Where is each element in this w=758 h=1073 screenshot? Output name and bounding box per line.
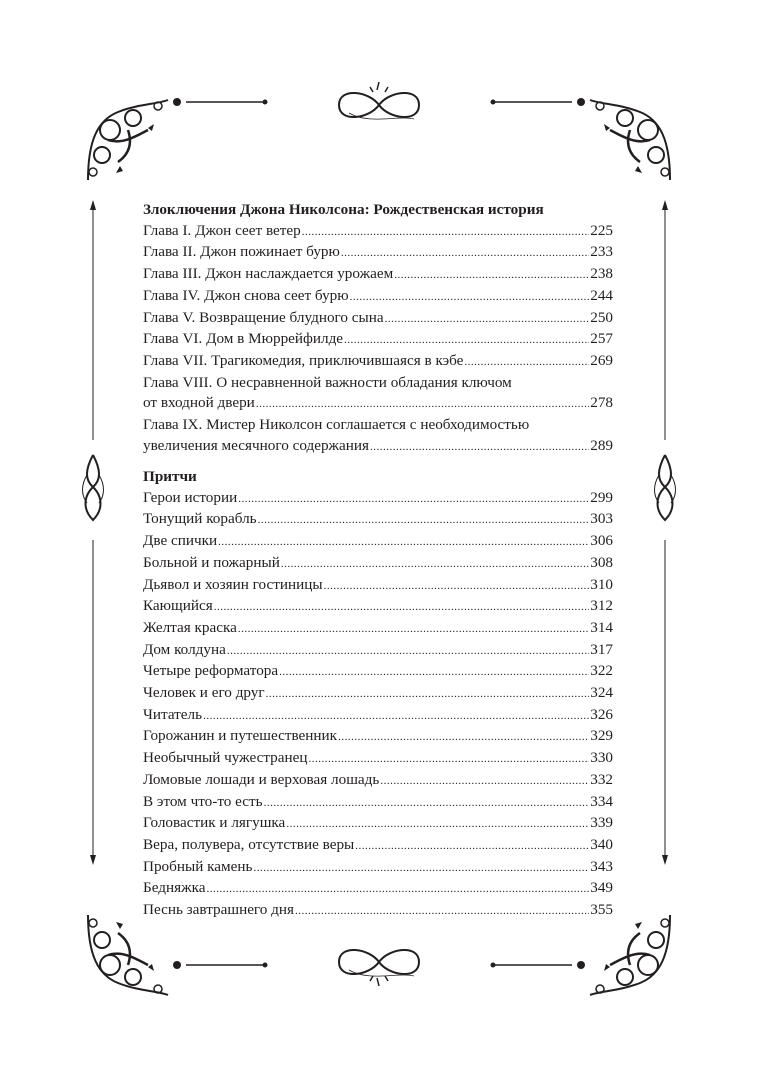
toc-entry[interactable] (143, 351, 613, 373)
toc-entry[interactable] (143, 415, 613, 457)
dot-leader (350, 286, 590, 308)
entry-title: Глава I. Джон сеет ветер (143, 221, 301, 239)
entry-title: Пробный камень (143, 857, 253, 875)
entry-page: 310 (590, 575, 613, 593)
entry-page: 257 (590, 330, 613, 348)
toc-entry[interactable] (143, 792, 613, 814)
dot-leader (286, 813, 589, 835)
dot-leader (464, 351, 589, 373)
entry-title: Ломовые лошади и верховая лошадь (143, 770, 380, 788)
entry-page: 326 (590, 705, 613, 723)
entry-page: 329 (590, 727, 613, 745)
entry-title-line1: Глава VIII. О несравненной важности обладания ключом (143, 373, 512, 391)
toc-entry[interactable] (143, 488, 613, 510)
entry-page: 299 (590, 488, 613, 506)
dot-leader (308, 748, 589, 770)
toc-entry[interactable] (143, 900, 613, 922)
entry-title: В этом что-то есть (143, 792, 263, 810)
entry-page: 332 (590, 770, 613, 788)
entry-title: Необычный чужестранец (143, 749, 308, 767)
entry-page: 343 (590, 857, 613, 875)
entry-title: Глава III. Джон наслаждается урожаем (143, 265, 394, 283)
toc-entry[interactable] (143, 531, 613, 553)
entry-title: Две спички (143, 532, 218, 550)
dot-leader (258, 509, 590, 531)
entry-page: 324 (590, 684, 613, 702)
toc-entry[interactable] (143, 553, 613, 575)
entry-title: Бедняжка (143, 879, 206, 897)
toc-entry[interactable] (143, 308, 613, 330)
dot-leader (238, 618, 589, 640)
entry-title: Головастик и лягушка (143, 814, 286, 832)
dot-leader (264, 792, 590, 814)
dot-leader (214, 596, 590, 618)
toc-entry[interactable] (143, 857, 613, 879)
entry-page: 317 (590, 640, 613, 658)
entry-page: 289 (590, 436, 613, 454)
entry-page: 322 (590, 662, 613, 680)
entry-title: Четыре реформатора (143, 662, 279, 680)
toc-entry[interactable] (143, 596, 613, 618)
toc-section-1 (143, 200, 613, 457)
entry-page: 312 (590, 597, 613, 615)
dot-leader (341, 242, 589, 264)
entry-title: увеличения месячного содержания (143, 436, 370, 454)
dot-leader (238, 488, 589, 510)
entry-title: Глава IV. Джон снова сеет бурю (143, 286, 349, 304)
entry-title-line1: Глава IX. Мистер Николсон соглашается с необходимостью (143, 416, 530, 434)
entry-page: 233 (590, 243, 613, 261)
entry-title: Горожанин и путешественник (143, 727, 338, 745)
entry-page: 334 (590, 792, 613, 810)
dot-leader (279, 661, 589, 683)
entry-title: Глава V. Возвращение блудного сына (143, 308, 384, 326)
toc-entry[interactable] (143, 661, 613, 683)
toc-entry[interactable] (143, 221, 613, 243)
dot-leader (394, 264, 589, 286)
dot-leader (266, 683, 590, 705)
dot-leader (218, 531, 589, 553)
dot-leader (302, 221, 589, 243)
dot-leader (324, 575, 590, 597)
entry-page: 308 (590, 553, 613, 571)
entry-title: Больной и пожарный (143, 553, 280, 571)
entry-page: 349 (590, 879, 613, 897)
entry-title: Глава VI. Дом в Мюррейфилде (143, 330, 344, 348)
entry-title: Желтая краска (143, 618, 237, 636)
entry-page: 250 (590, 308, 613, 326)
section-title: Притчи (143, 468, 197, 485)
dot-leader (355, 835, 589, 857)
dot-leader (203, 705, 589, 727)
entry-page: 339 (590, 814, 613, 832)
toc-entry[interactable] (143, 286, 613, 308)
entry-page: 355 (590, 901, 613, 919)
dot-leader (253, 857, 589, 879)
entry-title: Вера, полувера, отсутствие веры (143, 835, 355, 853)
toc-entry[interactable] (143, 329, 613, 351)
entry-page: 306 (590, 532, 613, 550)
dot-leader (227, 640, 589, 662)
toc-entry[interactable] (143, 878, 613, 900)
toc-entry[interactable] (143, 748, 613, 770)
dot-leader (295, 900, 589, 922)
toc-entry[interactable] (143, 509, 613, 531)
toc-entry[interactable] (143, 242, 613, 264)
entry-page: 314 (590, 618, 613, 636)
section-title: Злоключения Джона Николсона: Рождественская история (143, 201, 544, 218)
entry-page: 278 (590, 394, 613, 412)
entry-title: Тонущий корабль (143, 510, 257, 528)
dot-leader (380, 770, 589, 792)
entry-title: Глава II. Джон пожинает бурю (143, 243, 340, 261)
entry-page: 225 (590, 221, 613, 239)
dot-leader (385, 308, 590, 330)
dot-leader (207, 878, 590, 900)
dot-leader (281, 553, 589, 575)
entry-title: Кающийся (143, 597, 213, 615)
toc-entry[interactable] (143, 575, 613, 597)
entry-title: Глава VII. Трагикомедия, приключившаяся в кэбе (143, 351, 464, 369)
entry-title: Дом колдуна (143, 640, 226, 658)
toc-entry[interactable] (143, 640, 613, 662)
dot-leader (256, 393, 589, 415)
entry-title: Герои истории (143, 488, 238, 506)
entry-page: 330 (590, 749, 613, 767)
toc-entry[interactable] (143, 813, 613, 835)
dot-leader (338, 726, 589, 748)
toc-entry[interactable] (143, 705, 613, 727)
toc-entry[interactable] (143, 264, 613, 286)
toc-entry[interactable] (143, 726, 613, 748)
entry-title: Дьявол и хозяин гостиницы (143, 575, 323, 593)
entry-page: 244 (590, 286, 613, 304)
entry-page: 340 (590, 835, 613, 853)
toc-section-2 (143, 467, 613, 922)
toc-entry[interactable] (143, 373, 613, 415)
toc-entry[interactable] (143, 618, 613, 640)
entry-page: 269 (590, 351, 613, 369)
dot-leader (370, 436, 589, 458)
dot-leader (344, 329, 589, 351)
toc-entry[interactable] (143, 770, 613, 792)
entry-title: Человек и его друг (143, 684, 265, 702)
entry-title: от входной двери (143, 394, 255, 412)
entry-page: 303 (590, 510, 613, 528)
toc-entry[interactable] (143, 835, 613, 857)
entry-page: 238 (590, 265, 613, 283)
toc-entry[interactable] (143, 683, 613, 705)
entry-title: Читатель (143, 705, 203, 723)
entry-title: Песнь завтрашнего дня (143, 901, 295, 919)
